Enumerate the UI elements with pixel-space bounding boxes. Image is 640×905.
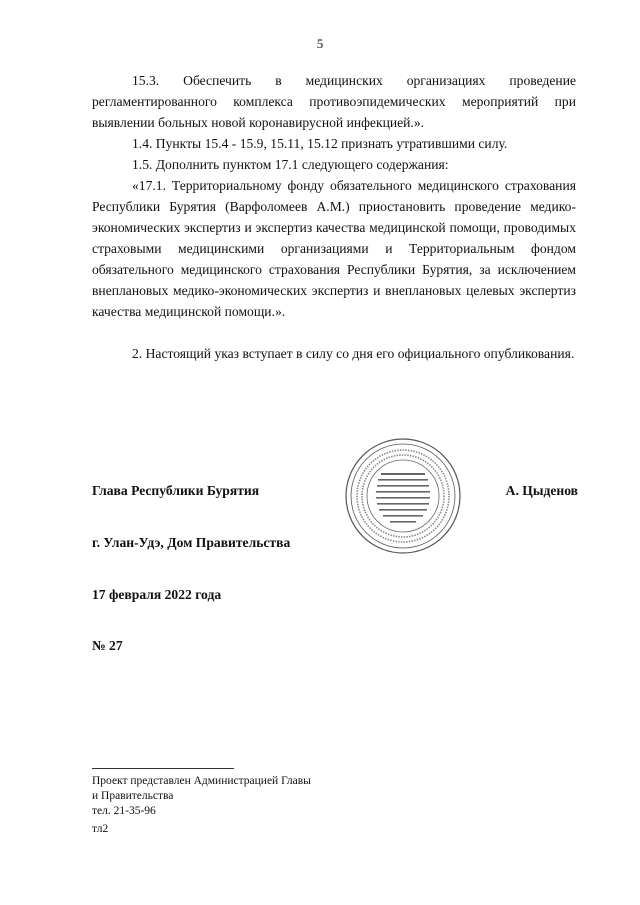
document-body (92, 70, 576, 364)
signature-place: г. Улан-Удэ, Дом Правительства (92, 535, 291, 550)
decree-number: № 27 (92, 638, 123, 653)
paragraph-2: 2. Настоящий указ вступает в силу со дня его официального опубликования. (132, 346, 575, 361)
paragraph-15-3: 15.3. Обеспечить в медицинских организациях проведение регламентированного комплекса противоэпидемических мероприятий при выявлении больных новой коронавирусной инфекцией.». (92, 73, 576, 130)
signature-date: 17 февраля 2022 года (92, 587, 222, 602)
page-number: 5 (316, 36, 324, 51)
paragraph-1-5: 1.5. Дополнить пунктом 17.1 следующего содержания: (132, 157, 449, 172)
footnote-separator (92, 768, 234, 769)
signature-title: Глава Республики Бурятия (92, 483, 260, 498)
footnote-phone: тел. 21-35-96 (92, 805, 156, 817)
official-stamp (344, 437, 462, 555)
paragraph-1-4: 1.4. Пункты 15.4 - 15.9, 15.11, 15.12 признать утратившими силу. (132, 136, 508, 151)
signature-name: А. Цыденов (505, 483, 578, 498)
footnote (92, 774, 311, 819)
document-code: тл2 (92, 823, 109, 835)
paragraph-17-1: «17.1. Территориальному фонду обязательного медицинского страхования Республики Бурятия (Варфоломеев А.М.) приостановить проведение медико-экономических экспертиз и экспертиз качества медицинской помощи, проводимых страховыми медицинскими организациями и Территориальным фондом обязательного медицинского страхования Республики Бурятия, за исключением внеплановых медико-экономических экспертиз и внеплановых целевых экспертиз качества медицинской помощи.». (92, 178, 576, 319)
footnote-line-2: и Правительства (92, 790, 174, 802)
footnote-line-1: Проект представлен Администрацией Главы (92, 775, 311, 787)
